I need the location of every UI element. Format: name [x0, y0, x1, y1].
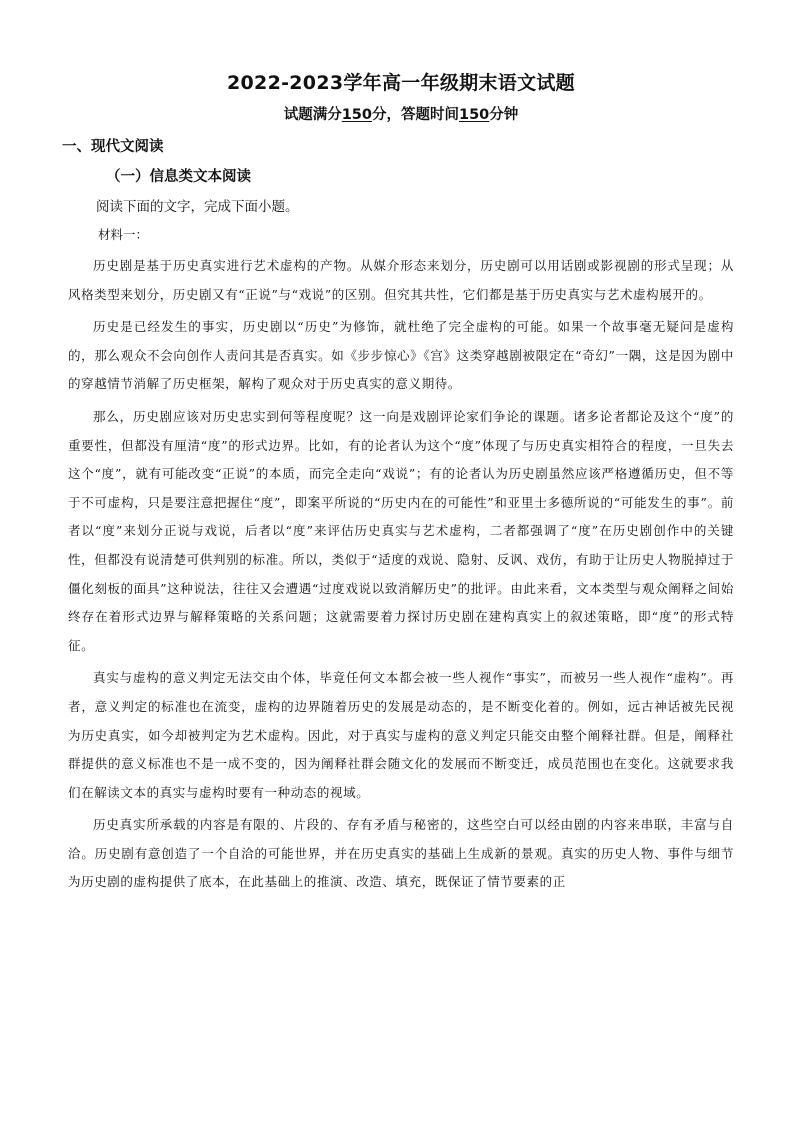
- sub-section-heading: （一）信息类文本阅读: [106, 169, 251, 185]
- paragraph-2: 历史是已经发生的事实，历史剧以“历史”为修饰，就杜绝了完全虚构的可能。如果一个故事毫无疑问是虚构的，那么观众不会向创作人责问其是否真实。如《步步惊心》《宫》这类穿越剧被限定在“奇幻”一隅，这是因为剧中的穿越情节消解了历史框架，解构了观众对于历史真实的意义期待。: [68, 319, 734, 392]
- exam-info-prefix: 试题满分: [283, 107, 342, 123]
- exam-time-value: 150: [459, 107, 490, 123]
- exam-info-middle: 分，答题时间: [372, 107, 459, 123]
- paragraph-4: 真实与虚构的意义判定无法交由个体，毕竟任何文本都会被一些人视作“事实”，而被另一些人视作“虚构”。再者，意义判定的标准也在流变，虚构的边界随着历史的发展是动态的，是不断变化着的。例如，远古神话被先民视为历史真实，如今却被判定为艺术虚构。因此，对于真实与虚构的意义判定只能交由整个阐释社群。但是，阐释社群提供的意义标准也不是一成不变的，因为阐释社群会随文化的发展而不断变迁，成员范围也在变化。这就要求我们在解读文本的真实与虚构时要有一种动态的视域。: [68, 670, 734, 800]
- paragraph-5: 历史真实所承载的内容是有限的、片段的、存有矛盾与秘密的，这些空白可以经由剧的内容来串联，丰富与自洽。历史剧有意创造了一个自洽的可能世界，并在历史真实的基础上生成新的景观。真实的历史人物、事件与细节为历史剧的虚构提供了底本，在此基础上的推演、改造、填充，既保证了情节要素的正: [68, 817, 734, 890]
- paragraph-3: 那么，历史剧应该对历史忠实到何等程度呢？这一向是戏剧评论家们争论的课题。诸多论者都论及这个“度”的重要性，但都没有厘清“度”的形式边界。比如，有的论者认为这个“度”体现了与历史真实相符合的程度，一旦失去这个“度”，就有可能改变“正说”的本质，而完全走向“戏说”；有的论者认为历史剧虽然应该严格遵循历史，但不等于不可虚构，只是要注意把握住“度”，即案平所说的“历史内在的可能性”和亚里士多德所说的“可能发生的事”。前者以“度”来划分正说与戏说，后者以“度”来评估历史真实与艺术虚构，二者都强调了“度”在历史剧创作中的关键性，但都没有说清楚可供判别的标准。所以，类似于“适度的戏说、隐射、反讽、戏仿，有助于让历史人物脱掉过于僵化刻板的面具”这种说法，往往又会遭遇“过度戏说以致消解历史”的批评。由此来看，文本类型与观众阐释之间始终存在着形式边界与解释策略的关系问题；这就需要着力探讨历史剧在建构真实上的叙述策略，即“度”的形式特征。: [68, 408, 734, 653]
- material-label: 材料一：: [98, 227, 149, 242]
- section-heading: 一、现代文阅读: [62, 139, 164, 155]
- document-title: 2022-2023学年高一年级期末语文试题: [227, 72, 575, 94]
- paragraph-1: 历史剧是基于历史真实进行艺术虚构的产物。从媒介形态来划分，历史剧可以用话剧或影视剧的形式呈现；从风格类型来划分，历史剧又有“正说”与“戏说”的区别。但究其共性，它们都是基于历史真实与艺术虚构展开的。: [68, 258, 734, 302]
- exam-info-line: [68, 104, 734, 126]
- exam-score-value: 150: [341, 107, 372, 123]
- reading-instruction: 阅读下面的文字，完成下面小题。: [96, 199, 299, 215]
- exam-info-suffix: 分钟: [489, 107, 519, 123]
